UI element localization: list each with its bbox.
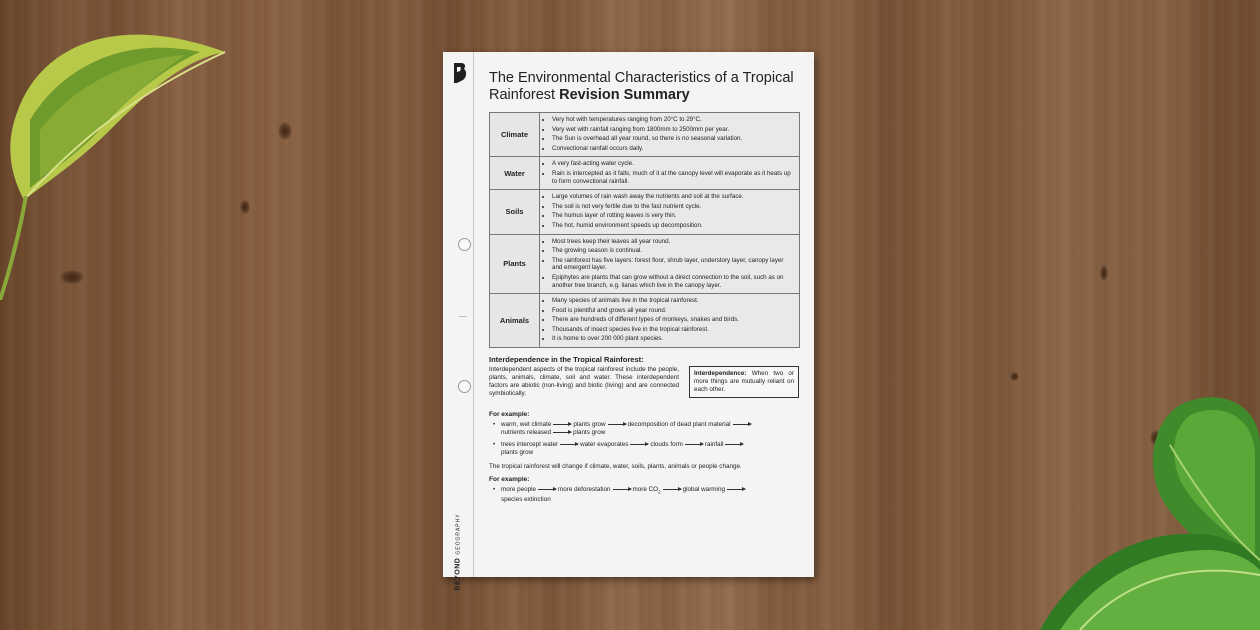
arrow-icon [630, 444, 648, 445]
hosta-leaf-bottom-right [1040, 385, 1260, 630]
example-label: For example: [489, 411, 530, 419]
table-row [490, 190, 800, 234]
change-note: The tropical rainforest will change if climate, water, soils, plants, animals or people change. [489, 463, 742, 471]
brand-subject: GEOGRAPHY [455, 513, 462, 555]
list-item: • It is home to over 200 000 plant species. [552, 335, 795, 343]
list-item: • Convectional rainfall occurs daily. [552, 145, 795, 153]
interdependence-paragraph: Interdependent aspects of the tropical rainforest include the people, plants, animals, climate, soil and water. These interdependent factors are abiotic (non-living) and biotic (living) and are connected symbiotically. [489, 366, 679, 398]
row-label-water: Water [490, 157, 540, 190]
page-title [489, 70, 801, 104]
arrow-icon [608, 424, 626, 425]
flow-chain-people: • more people more deforestation more $CO_2$ global warming species extinction [493, 486, 801, 504]
arrow-icon [560, 444, 578, 445]
row-label-soils: Soils [490, 190, 540, 234]
table-row [490, 294, 800, 348]
list-item: • Large volumes of rain wash away the nutrients and soil at the surface. [552, 193, 795, 201]
table-row [490, 234, 800, 294]
list-item: • The soil is not very fertile due to the fast nutrient cycle. [552, 203, 795, 211]
row-label-animals: Animals [490, 294, 540, 348]
wood-knot [1010, 372, 1019, 381]
table-row [490, 113, 800, 157]
wood-knot [240, 200, 250, 214]
flow-chain-nutrient: • warm, wet climate plants grow decomposition of dead plant material nutrients released plants grow [493, 421, 801, 437]
definition-term: Interdependence: [694, 370, 747, 378]
arrow-icon [727, 489, 745, 490]
wood-knot [1100, 265, 1108, 281]
list-item: • Rain is intercepted as it falls; much of it at the canopy level will evaporate as it heats up to form convectional rainfall. [552, 170, 795, 185]
brand-label [445, 513, 471, 591]
example-label-2: For example: [489, 476, 530, 484]
wood-knot [278, 122, 292, 140]
arrow-icon [685, 444, 703, 445]
arrow-icon [663, 489, 681, 490]
interdependence-section [489, 366, 801, 406]
co2-subscript: 2 [658, 489, 661, 495]
definition-text: When two or more things are mutually reliant on each other. [694, 370, 794, 394]
flow-chain-water: • trees intercept water water evaporates clouds form rainfall plants grow [493, 441, 801, 457]
characteristics-table [489, 112, 800, 348]
title-bold: Revision Summary [559, 87, 690, 103]
list-item: • Very wet with rainfall ranging from 1800mm to 2500mm per year. [552, 126, 795, 134]
table-row [490, 157, 800, 190]
revision-sheet [443, 52, 814, 591]
list-item: • The growing season is continual. [552, 247, 795, 255]
list-item: • Epiphytes are plants that can grow without a direct connection to the soil, such as on another tree branch, e.g. lianas which live in the canopy layer. [552, 274, 795, 289]
arrow-icon [725, 444, 743, 445]
title-line-2: Rainforest Revision Summary [489, 87, 690, 103]
arrow-icon [553, 432, 571, 433]
sheet-spine [443, 52, 474, 591]
sheet-content [489, 52, 801, 508]
arrow-icon [553, 424, 571, 425]
arrow-icon [538, 489, 556, 490]
hosta-leaf-top-left [0, 10, 240, 300]
definition-box [689, 366, 799, 398]
fold-mark [459, 316, 467, 317]
punch-hole [458, 238, 471, 251]
row-label-climate: Climate [490, 113, 540, 157]
list-item: • Most trees keep their leaves all year round. [552, 238, 795, 246]
list-item: • Many species of animals live in the tropical rainforest. [552, 297, 795, 305]
punch-hole [458, 380, 471, 393]
list-item: • The Sun is overhead all year round, so there is no seasonal variation. [552, 135, 795, 143]
list-item: • Food is plentiful and grows all year round. [552, 307, 795, 315]
list-item: • The hot, humid environment speeds up decomposition. [552, 222, 795, 230]
brand-beyond: BEYOND [454, 557, 462, 591]
row-label-plants: Plants [490, 234, 540, 294]
list-item: • The humus layer of rotting leaves is very thin. [552, 212, 795, 220]
title-line-1: The Environmental Characteristics of a Tropical [489, 70, 794, 86]
list-item: • There are hundreds of different types of monkeys, snakes and birds. [552, 316, 795, 324]
list-item: • A very fast-acting water cycle. [552, 160, 795, 168]
list-item: • The rainforest has five layers: forest floor, shrub layer, understory layer, canopy layer and emergent layer. [552, 257, 795, 272]
interdependence-heading: Interdependence in the Tropical Rainforest: [489, 355, 644, 365]
arrow-icon [733, 424, 751, 425]
beyond-logo-icon [451, 62, 467, 84]
list-item: • Very hot with temperatures ranging from 20°C to 29°C. [552, 116, 795, 124]
list-item: • Thousands of insect species live in the tropical rainforest. [552, 326, 795, 334]
arrow-icon [613, 489, 631, 490]
